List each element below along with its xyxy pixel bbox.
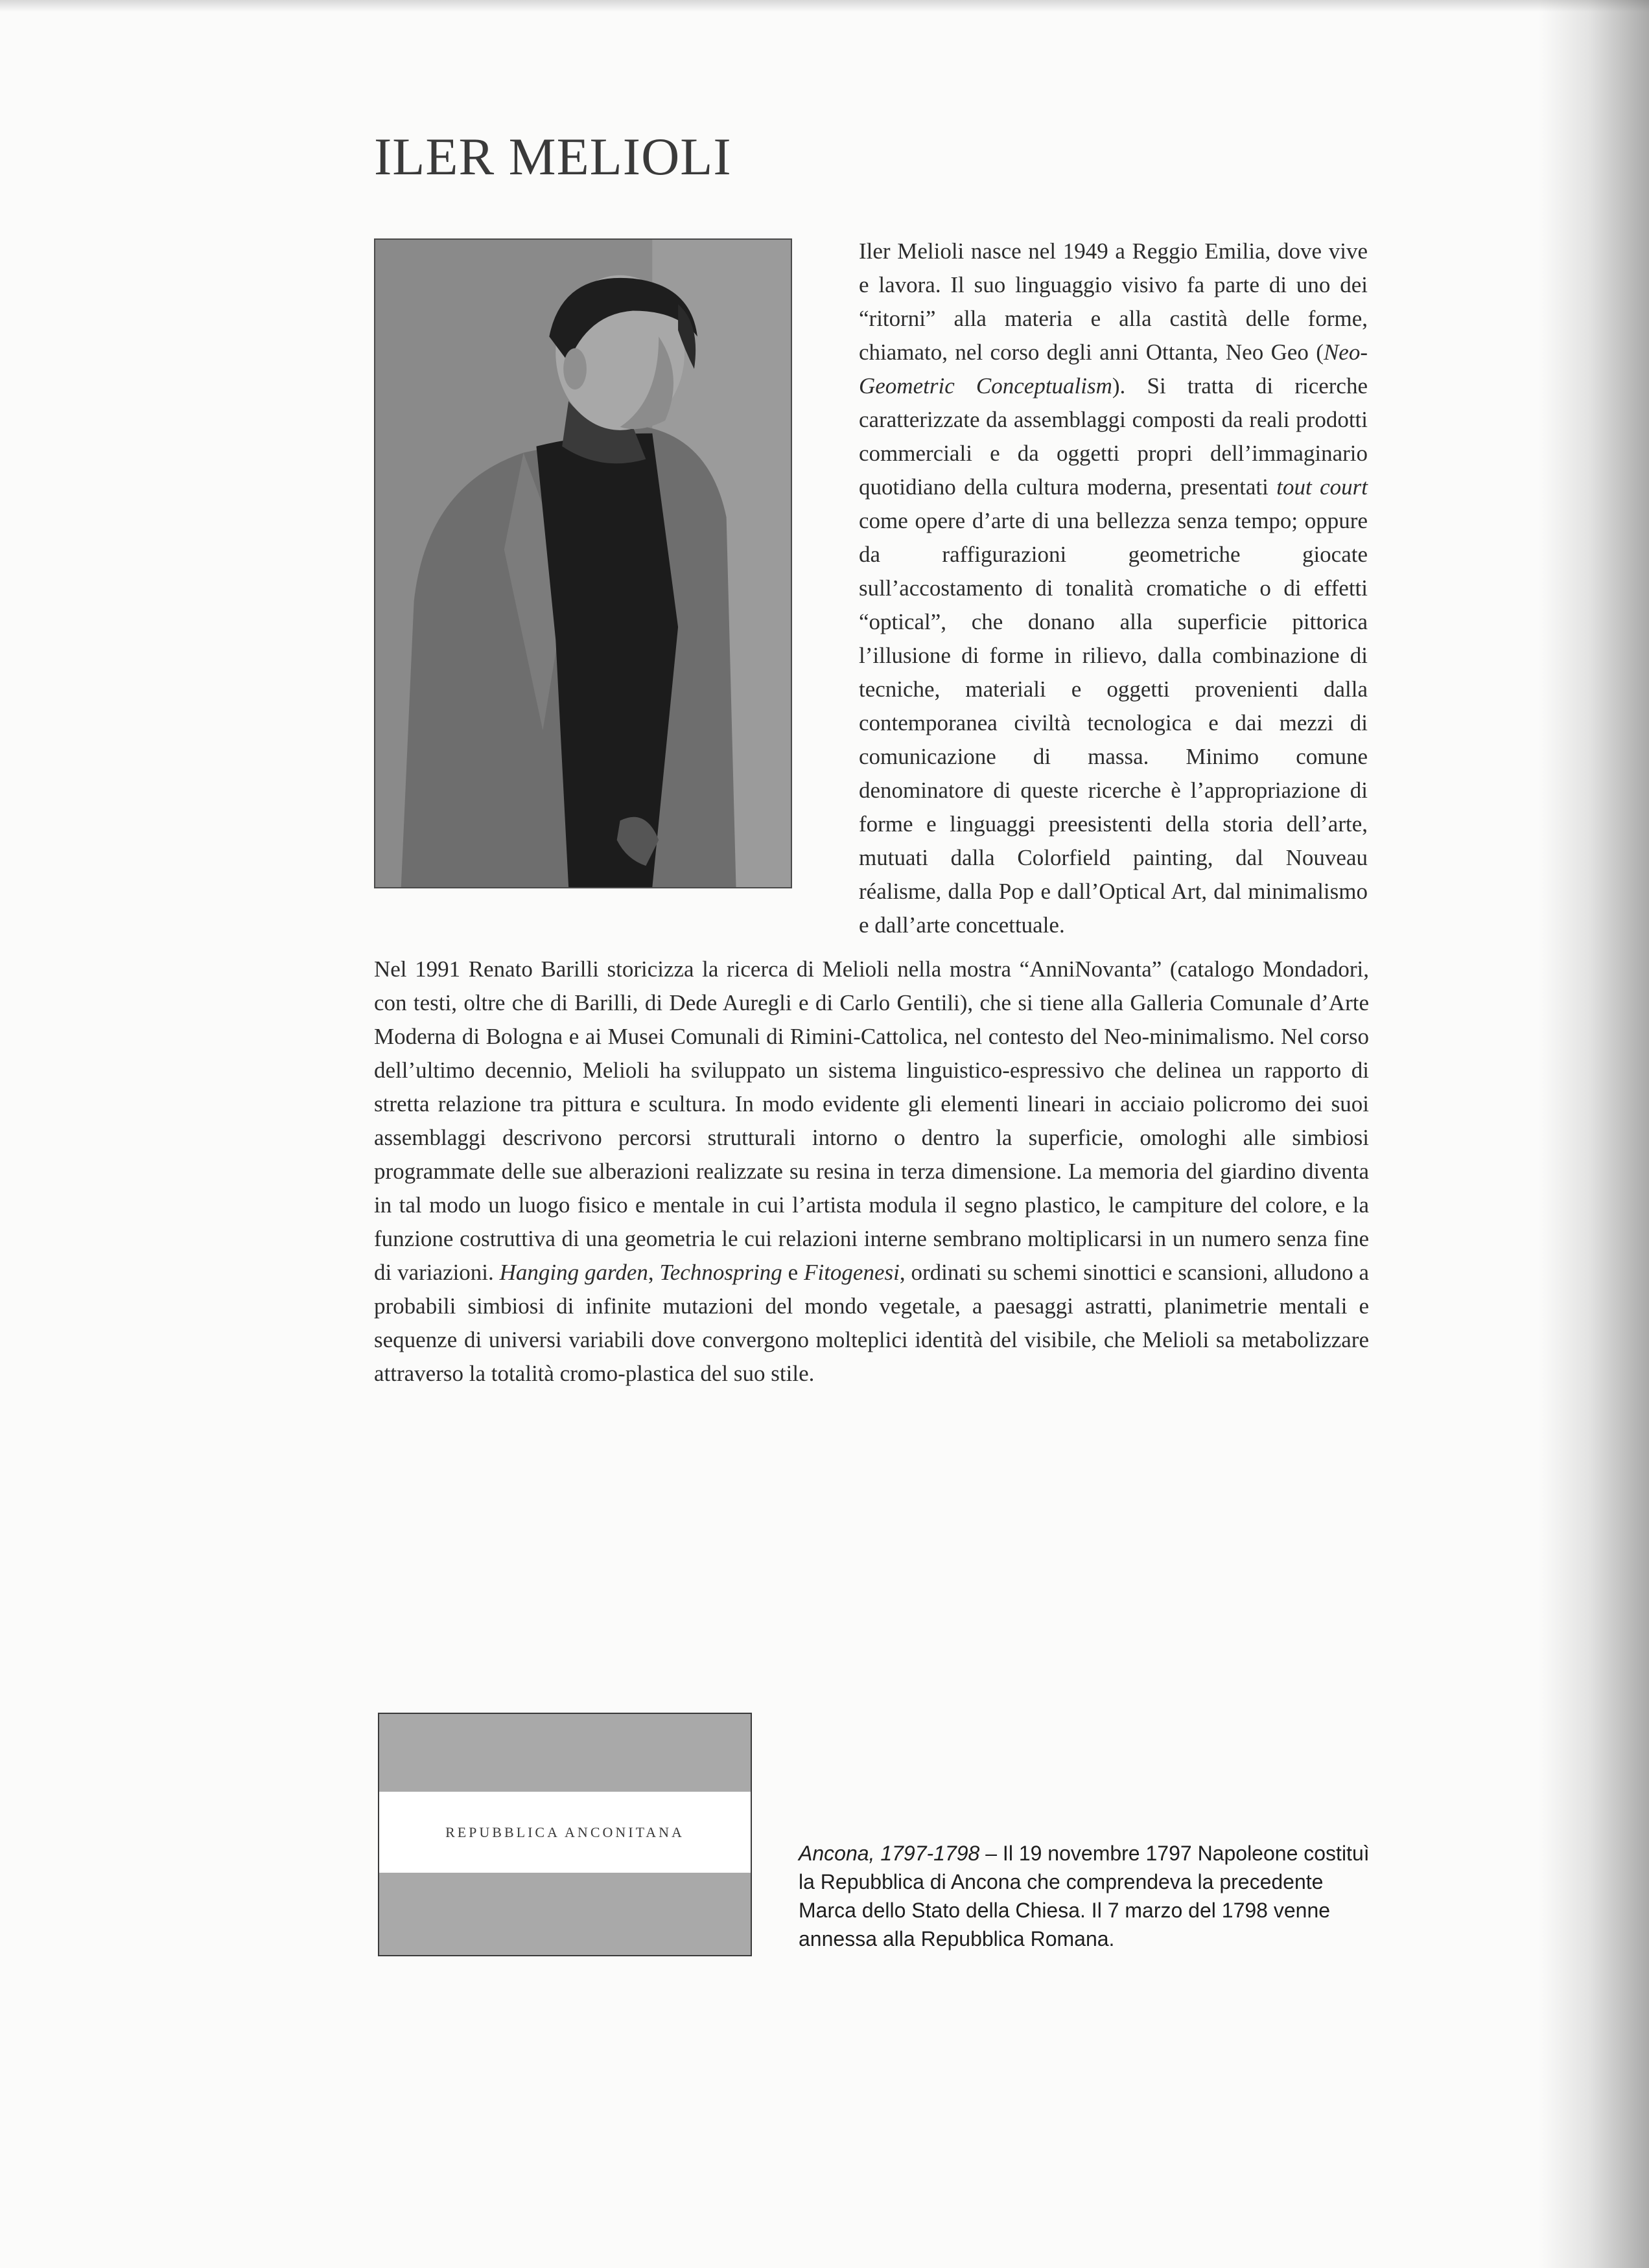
page-title: ILER MELIOLI — [374, 127, 732, 186]
flag-caption — [799, 1839, 1382, 1953]
portrait-illustration — [375, 240, 791, 887]
artist-portrait-photo — [374, 238, 792, 888]
bio-text-segment: Iler Melioli nasce nel 1949 a Reggio Emilia, dove vive e lavora. Il suo linguaggio visivo fa parte di uno dei “ritorni” alla materia e alla castità delle forme, chiamato, nel corso degli anni Ottanta, Neo Geo ( — [859, 238, 1368, 365]
scan-top-shadow — [0, 0, 1649, 12]
bio-text-segment: , ordinati su schemi sinottici e scansioni, alludono a probabili simbiosi di infinite mutazioni del mondo vegetale, a paesaggi astratti, planimetrie mentali e sequenze di universi variabili dove convergono molteplici identità del visibile, che Melioli sa metabolizzare attraverso la totalità cromo-plastica del suo stile. — [374, 1260, 1370, 1386]
bio-italic-term: Neo-Geometric Conceptualism — [859, 340, 1368, 399]
flag-center-band — [379, 1792, 751, 1873]
bio-text-separator: , — [648, 1260, 660, 1285]
bio-text-segment: Nel 1991 Renato Barilli storicizza la ricerca di Melioli nella mostra “AnniNovanta” (catalogo Mondadori, con testi, oltre che di Barilli, di Dede Auregli e di Carlo Gentili), che si tiene alla Galleria Comunale d’Arte Moderna di Bologna e ai Musei Comunali di Rimini-Cattolica, nel contesto del Neo-minimalismo. Nel corso dell’ultimo decennio, Melioli ha sviluppato un sistema linguistico-espressivo che delinea un rapporto di stretta relazione tra pittura e scultura. In modo evidente gli elementi lineari in acciaio policromo dei suoi assemblaggi descrivono percorsi strutturali intorno o dentro la superficie, omologhi alle simbiosi programmate delle sue alberazioni realizzate su resina in terza dimensione. La memoria del giardino diventa in tal modo un luogo fisico e mentale in cui l’artista modula il segno plastico, le campiture del colore, e la funzione costruttiva di una geometria le cui relazioni interne sembrano moltiplicarsi in un numero senza fine di variazioni. — [374, 956, 1369, 1285]
artwork-title: Hanging garden — [499, 1260, 648, 1285]
artwork-title: Technospring — [659, 1260, 782, 1285]
flag-bottom-band — [379, 1873, 751, 1955]
bio-italic-term: tout court — [1276, 474, 1368, 500]
caption-text: – Il 19 novembre 1797 Napoleone costituì la Repubblica di Ancona che comprendeva la precedente Marca dello Stato della Chiesa. Il 7 marzo del 1798 venne annessa alla Repubblica Romana. — [799, 1842, 1370, 1950]
republic-flag-image — [378, 1713, 752, 1956]
flag-label: REPUBBLICA ANCONITANA — [445, 1823, 684, 1840]
caption-italic-heading: Ancona, 1797-1798 — [799, 1842, 980, 1865]
biography-column-text — [859, 235, 1368, 942]
bio-text-segment: ). Si tratta di ricerche caratterizzate da assemblaggi composti da reali prodotti commerciali e da oggetti propri dell’immaginario quotidiano della cultura moderna, presentati — [859, 373, 1368, 500]
bio-text-segment: come opere d’arte di una bellezza senza tempo; oppure da raffigurazioni geometriche giocate sull’accostamento di tonalità cromatiche o di effetti “optical”, che donano alla superficie pittorica l’illusione di forme in rilievo, dalla combinazione di tecniche, materiali e oggetti provenienti dalla contemporanea civiltà tecnologica e dai mezzi di comunicazione di massa. Minimo comune denominatore di queste ricerche è l’appropriazione di forme e linguaggi preesistenti della storia dell’arte, mutuati dalla Colorfield painting, dal Nouveau réalisme, dalla Pop e dall’Optical Art, dal minimalismo e dall’arte concettuale. — [859, 508, 1368, 938]
bio-text-separator: e — [782, 1260, 804, 1285]
flag-top-band — [379, 1714, 751, 1792]
biography-full-width-text — [374, 953, 1369, 1391]
artwork-title: Fitogenesi — [804, 1260, 900, 1285]
scan-binding-shadow — [1539, 0, 1649, 2268]
